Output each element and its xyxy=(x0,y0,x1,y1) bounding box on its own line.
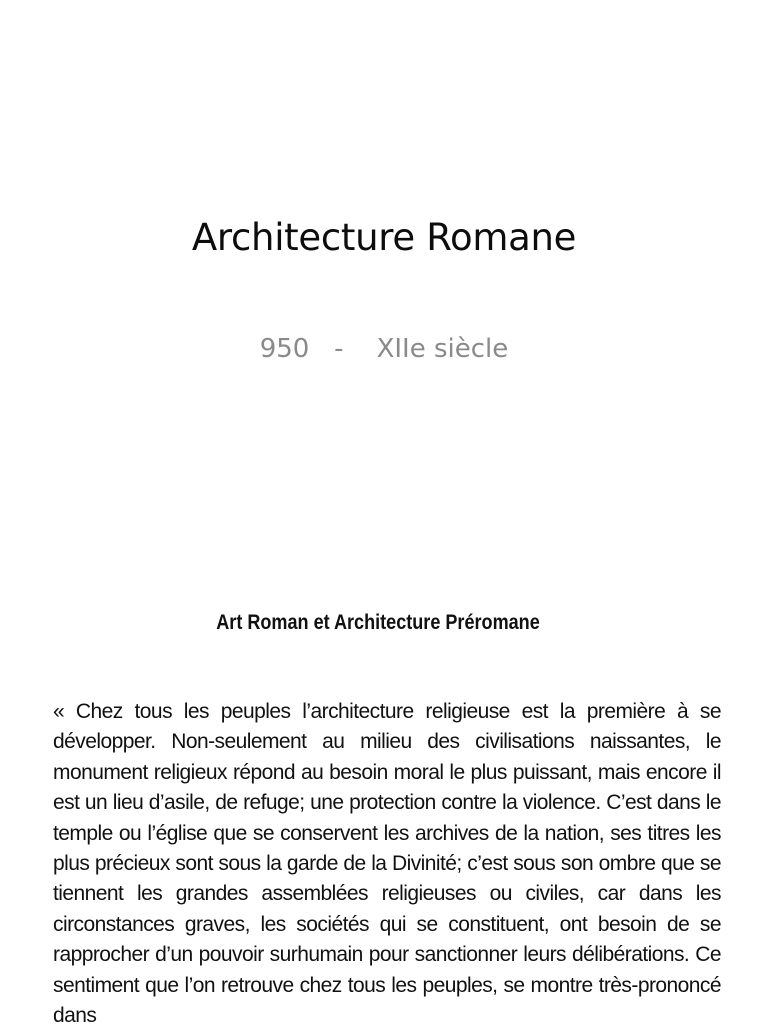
slide-title: Architecture Romane xyxy=(191,216,577,259)
section-heading: Art Roman et Architecture Préromane xyxy=(216,611,540,634)
slide-subtitle-date-range: 950 - XIIe siècle xyxy=(259,334,509,364)
quote-paragraph: « Chez tous les peuples l’architecture religieuse est la première à se développer. Non-seulement au milieu des civilisations naissantes, le monument religieux répond au besoin moral le plus puissant, mais encore il est un lieu d’asile, de refuge; une protection contre la violence. C’est dans le temple ou l’église que se conservent les archives de la nation, ses titres les plus précieux sont sous la garde de la Divinité; c’est sous son ombre que se tiennent les grandes assemblées religieuses ou civiles, car dans les circonstances graves, les sociétés qui se constituent, ont besoin de se rapprocher d’un pouvoir surhumain pour sanctionner leurs délibérations. Ce sentiment que l’on retrouve chez tous les peuples, se montre très-prononcé dans xyxy=(53,700,721,1028)
